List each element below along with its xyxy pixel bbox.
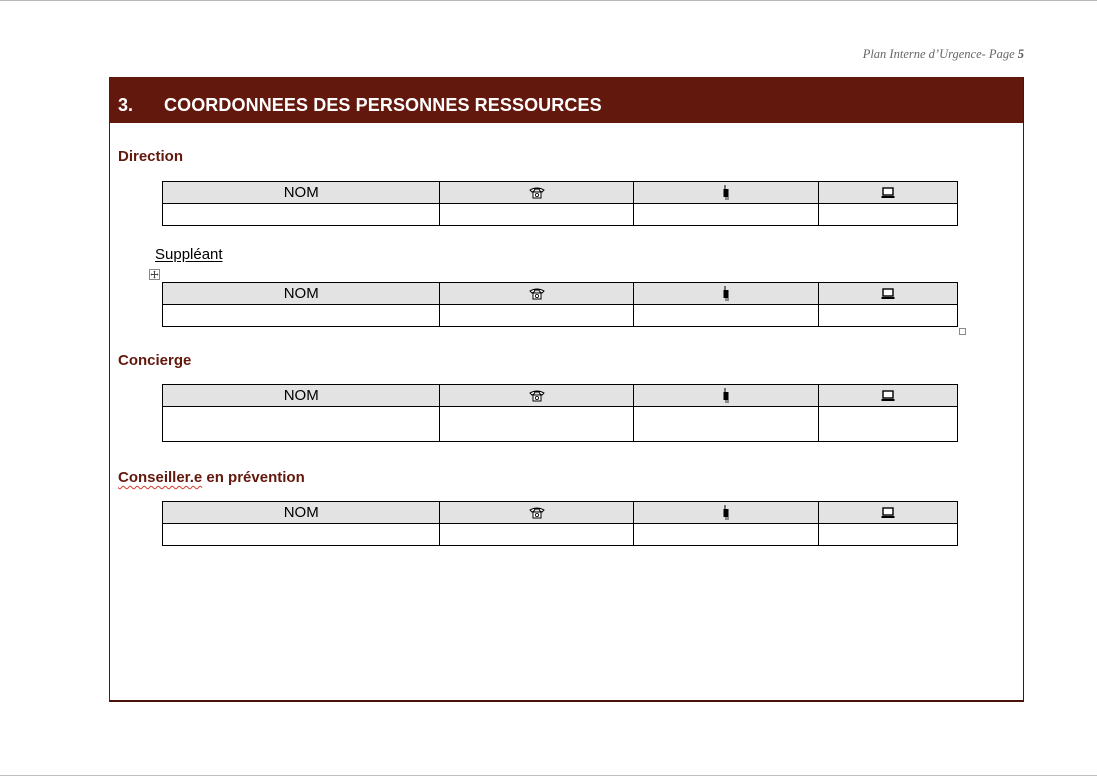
section-title-bar <box>110 78 1023 123</box>
column-header-phone <box>440 182 634 204</box>
cell-phone[interactable] <box>440 305 634 327</box>
top-page-edge <box>0 0 1097 1</box>
table-row[interactable] <box>163 305 958 327</box>
computer-icon <box>881 390 895 402</box>
column-header-mobile <box>634 385 819 407</box>
column-header-name: NOM <box>163 385 440 407</box>
column-header-computer <box>819 502 958 524</box>
telephone-icon <box>529 390 545 402</box>
table-header-row <box>163 283 958 305</box>
column-header-phone <box>440 385 634 407</box>
column-header-name: NOM <box>163 182 440 204</box>
table-resize-handle[interactable] <box>959 328 966 335</box>
column-header-phone <box>440 502 634 524</box>
column-header-computer <box>819 385 958 407</box>
column-header-name: NOM <box>163 502 440 524</box>
column-header-mobile <box>634 502 819 524</box>
page-number: 5 <box>1017 47 1024 61</box>
section-frame <box>109 77 1024 702</box>
telephone-icon <box>529 507 545 519</box>
mobile-phone-icon <box>722 185 730 201</box>
heading-conseiller-prevention <box>118 469 305 486</box>
cell-computer[interactable] <box>819 204 958 226</box>
computer-icon <box>881 288 895 300</box>
mobile-phone-icon <box>722 388 730 404</box>
column-header-mobile <box>634 182 819 204</box>
cell-name[interactable] <box>163 524 440 546</box>
cell-name[interactable] <box>163 305 440 327</box>
computer-icon <box>881 187 895 199</box>
subheading-suppleant: Suppléant <box>155 246 223 263</box>
heading-concierge: Concierge <box>118 352 192 369</box>
cell-mobile[interactable] <box>634 524 819 546</box>
table-header-row <box>163 385 958 407</box>
cell-name[interactable] <box>163 407 440 442</box>
page-header <box>863 47 1024 62</box>
cell-computer[interactable] <box>819 407 958 442</box>
column-header-mobile <box>634 283 819 305</box>
telephone-icon <box>529 187 545 199</box>
section-number: 3. <box>118 95 134 115</box>
table-suppleant[interactable] <box>162 282 958 327</box>
table-direction[interactable] <box>162 181 958 226</box>
table-row[interactable] <box>163 524 958 546</box>
cell-name[interactable] <box>163 204 440 226</box>
cell-phone[interactable] <box>440 407 634 442</box>
cell-mobile[interactable] <box>634 305 819 327</box>
section-title: COORDONNEES DES PERSONNES RESSOURCES <box>164 95 602 115</box>
cell-mobile[interactable] <box>634 204 819 226</box>
page-header-text: Plan Interne d’Urgence- Page <box>862 47 1018 61</box>
heading-rest: en prévention <box>202 469 305 486</box>
telephone-icon <box>529 288 545 300</box>
table-row[interactable] <box>163 407 958 442</box>
column-header-phone <box>440 283 634 305</box>
cell-phone[interactable] <box>440 524 634 546</box>
cell-computer[interactable] <box>819 524 958 546</box>
cell-mobile[interactable] <box>634 407 819 442</box>
cell-computer[interactable] <box>819 305 958 327</box>
mobile-phone-icon <box>722 505 730 521</box>
bottom-page-edge <box>0 775 1097 776</box>
table-header-row <box>163 182 958 204</box>
table-concierge[interactable] <box>162 384 958 442</box>
column-header-name: NOM <box>163 283 440 305</box>
column-header-computer <box>819 182 958 204</box>
table-row[interactable] <box>163 204 958 226</box>
table-conseiller-prevention[interactable] <box>162 501 958 546</box>
spellcheck-flagged-word[interactable]: Conseiller.e <box>118 469 203 486</box>
cell-phone[interactable] <box>440 204 634 226</box>
heading-direction: Direction <box>118 148 184 165</box>
table-header-row <box>163 502 958 524</box>
mobile-phone-icon <box>722 286 730 302</box>
column-header-computer <box>819 283 958 305</box>
computer-icon <box>881 507 895 519</box>
table-move-handle[interactable] <box>149 269 160 280</box>
